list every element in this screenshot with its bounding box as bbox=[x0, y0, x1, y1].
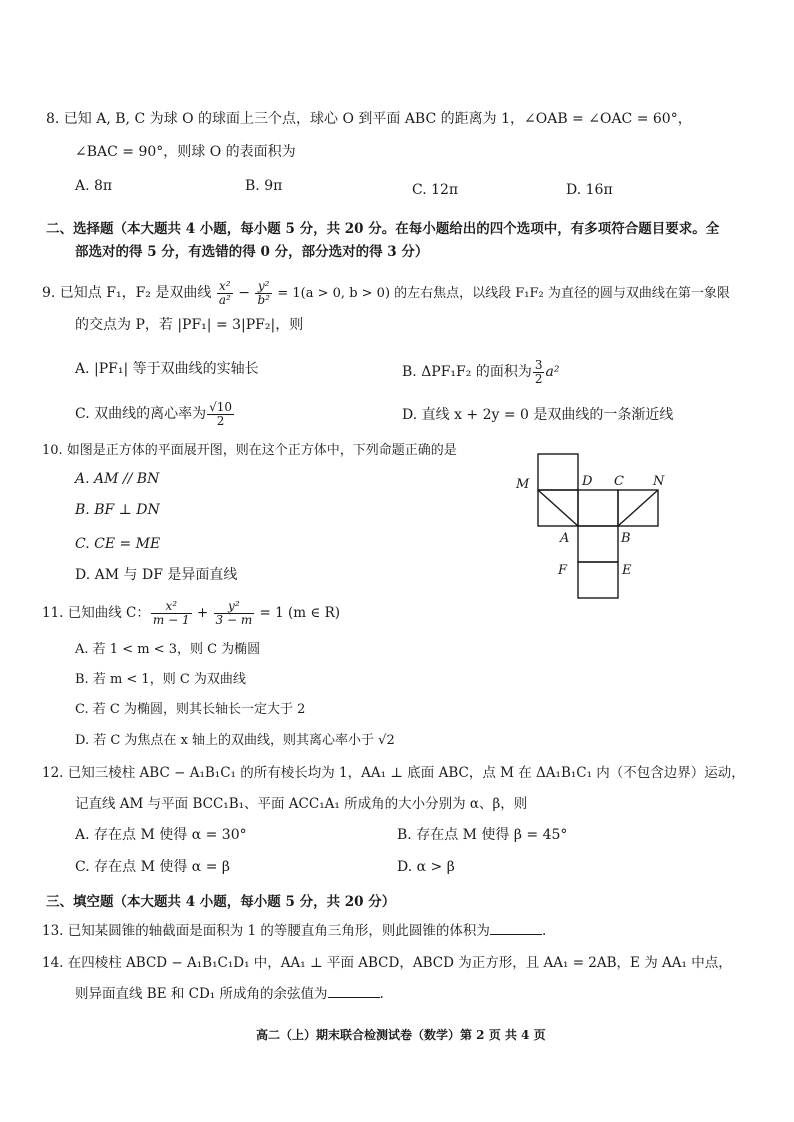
label-M: M bbox=[516, 477, 530, 492]
net-face-below-2 bbox=[578, 562, 618, 598]
q9-stem: 9. 已知点 F₁，F₂ 是双曲线 $\frac{\text{x²}}{\text{a²}}$ − $\frac{\text{y²}}{\text{b²}}$ = 1(a > 0, b > 0) 的左右焦点，以线段 F₁F₂ 为直径的圆与双曲线在第一象限 bbox=[42, 278, 730, 307]
q12-option-d: D. α > β bbox=[397, 859, 455, 875]
cube-net-figure bbox=[510, 450, 680, 602]
q8-line2: ∠BAC = 90°，则球 O 的表面积为 bbox=[75, 144, 296, 160]
q14-answer-blank[interactable] bbox=[328, 985, 380, 998]
page-footer: 高二（上）期末联合检测试卷（数学）第 2 页 共 4 页 bbox=[256, 1028, 546, 1042]
q11-option-c: C. 若 C 为椭圆，则其长轴长一定大于 2 bbox=[75, 702, 306, 717]
q9-option-d: D. 直线 x + 2y = 0 是双曲线的一条渐近线 bbox=[402, 407, 674, 423]
q10-option-a: A. AM // BN bbox=[75, 471, 160, 487]
q10-option-c: C. CE = ME bbox=[75, 536, 161, 552]
label-F: F bbox=[558, 563, 568, 578]
net-face-top bbox=[538, 454, 578, 490]
q11-option-b: B. 若 m < 1，则 C 为双曲线 bbox=[75, 672, 246, 687]
label-C: C bbox=[614, 474, 624, 489]
q13-answer-blank[interactable] bbox=[490, 922, 542, 935]
q9-option-b: B. ΔPF₁F₂ 的面积为 $\frac{3}{2}$ a² bbox=[402, 357, 560, 386]
q10-option-b: B. BF ⊥ DN bbox=[75, 502, 160, 518]
q11-option-d: D. 若 C 为焦点在 x 轴上的双曲线，则其离心率小于 √2 bbox=[75, 733, 395, 748]
q9-option-a: A. |PF₁| 等于双曲线的实轴长 bbox=[75, 361, 259, 377]
net-face-center bbox=[578, 490, 618, 526]
label-D: D bbox=[582, 474, 593, 489]
q10-stem: 10. 如图是正方体的平面展开图，则在这个正方体中，下列命题正确的是 bbox=[42, 443, 457, 458]
q8-line1: 8. 已知 A, B, C 为球 O 的球面上三个点，球心 O 到平面 ABC 的距离为 1，∠OAB = ∠OAC = 60°， bbox=[46, 111, 692, 127]
section3-heading: 三、填空题（本大题共 4 小题，每小题 5 分，共 20 分） bbox=[46, 894, 396, 910]
q11-option-a: A. 若 1 < m < 3，则 C 为椭圆 bbox=[75, 642, 261, 657]
q9-frac-x: $\frac{\text{x²}}{\text{a²}}$ bbox=[218, 278, 231, 307]
q8-option-d: D. 16π bbox=[566, 182, 613, 198]
q10-option-d: D. AM 与 DF 是异面直线 bbox=[75, 567, 238, 583]
q9-stem-post: = 1(a > 0, b > 0) 的左右焦点，以线段 F₁F₂ 为直径的圆与双曲线在第一象限 bbox=[277, 286, 730, 301]
q9-option-c: C. 双曲线的离心率为 $\frac{√10}{2}$ bbox=[75, 399, 233, 428]
q12-line2: 记直线 AM 与平面 BCC₁B₁、平面 ACC₁A₁ 所成角的大小分别为 α、β，则 bbox=[75, 796, 528, 812]
label-E: E bbox=[622, 563, 632, 578]
q13-stem: 13. 已知某圆锥的轴截面是面积为 1 的等腰直角三角形，则此圆锥的体积为 . bbox=[42, 923, 547, 939]
q8-option-b: B. 9π bbox=[245, 178, 283, 194]
section2-heading: 二、选择题（本大题共 4 小题，每小题 5 分，共 20 分。在每小题给出的四个选项中，有多项符合题目要求。全 bbox=[46, 221, 720, 237]
q14-line1: 14. 在四棱柱 ABCD − A₁B₁C₁D₁ 中，AA₁ ⊥ 平面 ABCD，ABCD 为正方形，且 AA₁ = 2AB，E 为 AA₁ 中点， bbox=[42, 955, 732, 971]
label-B: B bbox=[621, 531, 631, 546]
q8-option-c: C. 12π bbox=[412, 182, 459, 198]
q12-option-b: B. 存在点 M 使得 β = 45° bbox=[397, 827, 568, 843]
diag-N-B bbox=[618, 490, 658, 526]
q9-line2: 的交点为 P，若 |PF₁| = 3|PF₂|，则 bbox=[75, 317, 304, 333]
q9-stem-pre: 9. 已知点 F₁，F₂ 是双曲线 bbox=[42, 285, 212, 301]
section2-heading-cont: 部选对的得 5 分，有选错的得 0 分，部分选对的得 3 分） bbox=[75, 244, 429, 260]
label-N: N bbox=[653, 474, 665, 489]
q14-line2: 则异面直线 BE 和 CD₁ 所成角的余弦值为 . bbox=[75, 986, 384, 1002]
net-face-below-1 bbox=[578, 526, 618, 562]
q12-option-a: A. 存在点 M 使得 α = 30° bbox=[75, 827, 247, 843]
q8-option-a: A. 8π bbox=[75, 178, 113, 194]
label-A: A bbox=[560, 531, 570, 546]
q12-line1: 12. 已知三棱柱 ABC − A₁B₁C₁ 的所有棱长均为 1，AA₁ ⊥ 底面 ABC，点 M 在 ΔA₁B₁C₁ 内（不包含边界）运动， bbox=[42, 765, 745, 781]
q9-frac-y: $\frac{\text{y²}}{\text{b²}}$ bbox=[257, 278, 270, 307]
diag-M-A bbox=[538, 490, 578, 526]
q11-stem: 11. 已知曲线 C： $\frac{\text{x²}}{m - 1}$ + $\frac{\text{y²}}{3 - m}$ = 1 (m ∈ R) bbox=[42, 599, 341, 627]
q12-option-c: C. 存在点 M 使得 α = β bbox=[75, 859, 230, 875]
